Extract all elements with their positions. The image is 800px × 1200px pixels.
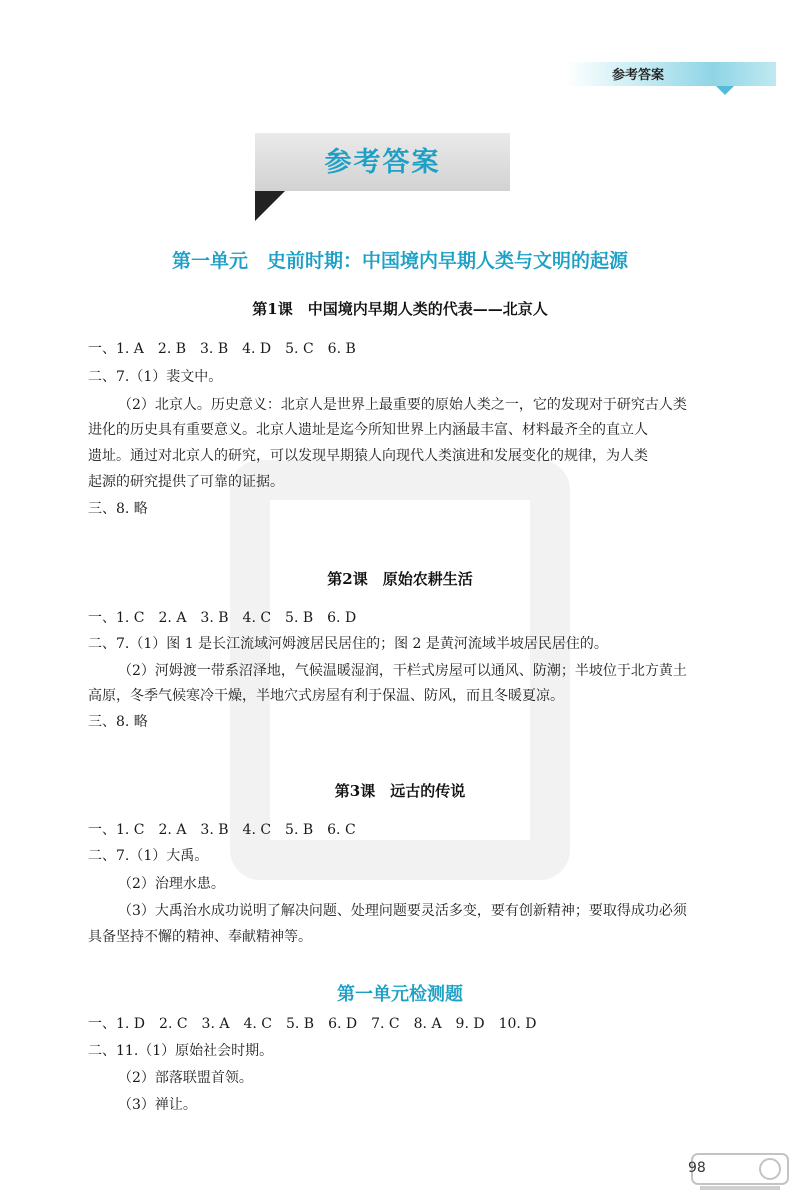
answer-line: 具备坚持不懈的精神、奉献精神等。	[88, 929, 312, 945]
answer-line: 二、7.（1）裴文中。	[88, 369, 223, 385]
answer-line: （2）部落联盟首领。	[118, 1070, 253, 1086]
lesson-1-title: 第1课 中国境内早期人类的代表——北京人	[252, 300, 548, 318]
banner-fold	[255, 191, 285, 221]
answer-line: 二、7.（1）图 1 是长江流域河姆渡居民居住的；图 2 是黄河流域半坡居民居住的。	[88, 636, 608, 652]
answer-line: 二、7.（1）大禹。	[88, 848, 209, 864]
answer-line: 遗址。通过对北京人的研究，可以发现早期猿人向现代人类演进和发展变化的规律，为人类	[88, 448, 648, 464]
answer-line: 三、8. 略	[88, 501, 148, 517]
header-label: 参考答案	[612, 68, 665, 83]
answer-line: 一、1. C 2. A 3. B 4. C 5. B 6. C	[88, 822, 356, 838]
header-ribbon	[566, 62, 776, 86]
answer-line: （2）治理水患。	[118, 876, 225, 892]
lesson-3-title: 第3课 远古的传说	[334, 782, 466, 800]
answer-line: 一、1. A 2. B 3. B 4. D 5. C 6. B	[88, 341, 356, 357]
answer-line: （3）大禹治水成功说明了解决问题、处理问题要灵活多变，要有创新精神；要取得成功必须	[118, 903, 687, 919]
answer-line: 一、1. D 2. C 3. A 4. C 5. B 6. D 7. C 8. A 9. D 10. D	[88, 1016, 537, 1032]
page-title: 参考答案	[324, 147, 441, 178]
page-number: 98	[688, 1160, 706, 1176]
answer-line: 三、8. 略	[88, 714, 148, 730]
answer-line: 起源的研究提供了可靠的证据。	[88, 474, 284, 490]
answer-line: （3）禅让。	[118, 1097, 197, 1113]
unit-title: 第一单元 史前时期：中国境内早期人类与文明的起源	[171, 250, 628, 272]
answer-line: 进化的历史具有重要意义。北京人遗址是迄今所知世界上内涵最丰富、材料最齐全的直立人	[88, 422, 648, 438]
answer-line: 高原，冬季气候寒冷干燥，半地穴式房屋有利于保温、防风，而且冬暖夏凉。	[88, 688, 564, 704]
unit-test-title: 第一单元检测题	[337, 984, 463, 1005]
lesson-2-title: 第2课 原始农耕生活	[327, 570, 473, 588]
answer-line: （2）北京人。历史意义：北京人是世界上最重要的原始人类之一，它的发现对于研究古人类	[118, 397, 687, 413]
answer-line: 二、11.（1）原始社会时期。	[88, 1043, 274, 1059]
watermark-logo-icon	[690, 1150, 790, 1194]
answer-line: （2）河姆渡一带系沼泽地，气候温暖湿润，干栏式房屋可以通风、防潮；半坡位于北方黄土	[118, 663, 687, 679]
answer-line: 一、1. C 2. A 3. B 4. C 5. B 6. D	[88, 610, 357, 626]
